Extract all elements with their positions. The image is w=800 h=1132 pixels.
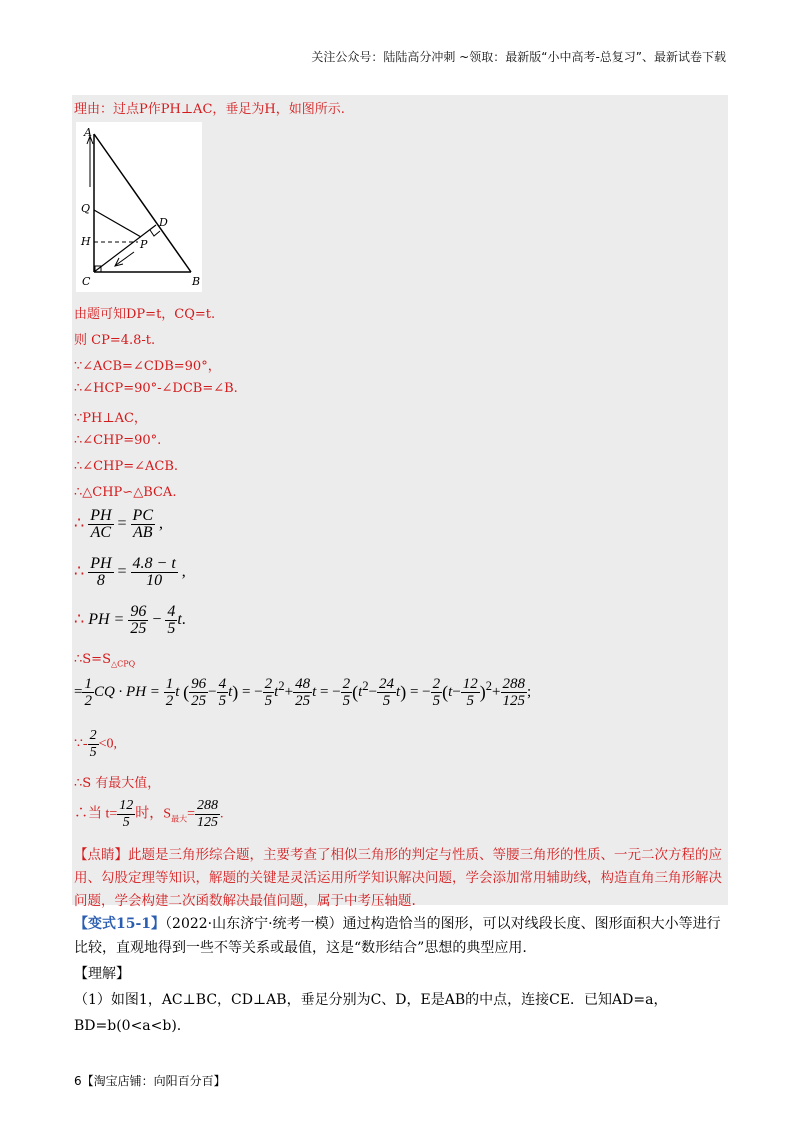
variant-question: 【变式15-1】（2022·山东济宁·统考一模）通过构造恰当的图形，可以对线段长度、图形面积大小等进行比较，直观地得到一些不等关系或最值，这是“数形结合”思想的典型应用. [74, 916, 721, 956]
step-4: ∴∠HCP=90°-∠DCB=∠B. [74, 381, 238, 396]
page-footer: 6【淘宝店铺：向阳百分百】 [74, 1074, 226, 1088]
item-1-line-b: BD=b(0<a<b). [74, 1018, 182, 1034]
area-quadratic: = $\frac{1}{2}$ CQ · PH = $\frac{1}{2}$ t ( $\frac{96}{25}$ − $\frac{4}{5}$ t) = − $\frac{2}{5}$ $t^2+$ $\frac{48}{25}$ t = − $\frac{2}{5}$ ($t^2-$ $\frac{24}{5}$ t) = − $\frac{2}{5}$ (t− $\frac{12}{5}$ )$^2$+ $\frac{288}{125}$ ; [74, 676, 532, 709]
label-B: B [192, 275, 201, 288]
item-1-line-a: （1）如图1，AC⊥BC，CD⊥AB，垂足分别为C、D，E是AB的中点，连接CE．已知AD=a， [74, 992, 668, 1008]
area-def: $\therefore S=S_{\triangle CPQ}$ [74, 652, 136, 669]
label-P: P [140, 238, 148, 251]
step-6: ∴∠CHP=90°. [74, 433, 162, 448]
step-max: ∴S 有最大值， [74, 776, 161, 791]
understand-heading: 【理解】 [74, 966, 130, 982]
label-D: D [159, 216, 168, 229]
variant-tag: 【变式15-1】 [74, 916, 166, 932]
step-7: ∴∠CHP=∠ACB. [74, 459, 178, 474]
label-H: H [81, 235, 91, 248]
key-point-note: 【点睛】此题是三角形综合题，主要考查了相似三角形的判定与性质、等腰三角形的性质、一元二次方程的应用、勾股定理等知识，解题的关键是灵活运用所学知识解决问题，学会添加常用辅助线，构造直角三角形解决问题，学会构建二次函数解决最值问题，属于中考压轴题. [74, 847, 722, 909]
label-Q: Q [81, 202, 91, 215]
geometry-figure [76, 122, 202, 292]
step-5: ∵PH⊥AC， [74, 411, 147, 426]
max-value-line: ∴当 t= $\frac{12}{5}$ 时，$S_{最大}=$ $\frac{288}{125}$ . [74, 798, 224, 830]
ph-expression: ∴ PH = $\frac{96}{25}$ − $\frac{4}{5}$ t. [74, 603, 186, 637]
ratio-equation-1: ∴ $\frac{PH}{AC}$ = $\frac{PC}{AB}$ , [74, 507, 163, 541]
step-2: 则 CP=4.8-t. [74, 333, 156, 348]
step-1: 由题可知DP=t，CQ=t. [74, 307, 216, 322]
step-8: ∴△CHP∽△BCA. [74, 485, 177, 500]
label-A: A [84, 126, 92, 139]
reason-line: 理由：过点P作PH⊥AC，垂足为H，如图所示. [74, 102, 345, 117]
page-header: 关注公众号：陆陆高分冲刺 ~领取：最新版“小中高考-总复习”、最新试卷下载 [311, 50, 726, 64]
ratio-equation-2: ∴ $\frac{PH}{8}$ = $\frac{4.8 - t}{10}$ , [74, 555, 186, 589]
triangle-diagram [76, 122, 202, 292]
negative-coefficient: ∵- $\frac{2}{5}$ <0, [74, 728, 117, 760]
step-3: ∵∠ACB=∠CDB=90°， [74, 359, 221, 374]
label-C: C [82, 275, 91, 288]
